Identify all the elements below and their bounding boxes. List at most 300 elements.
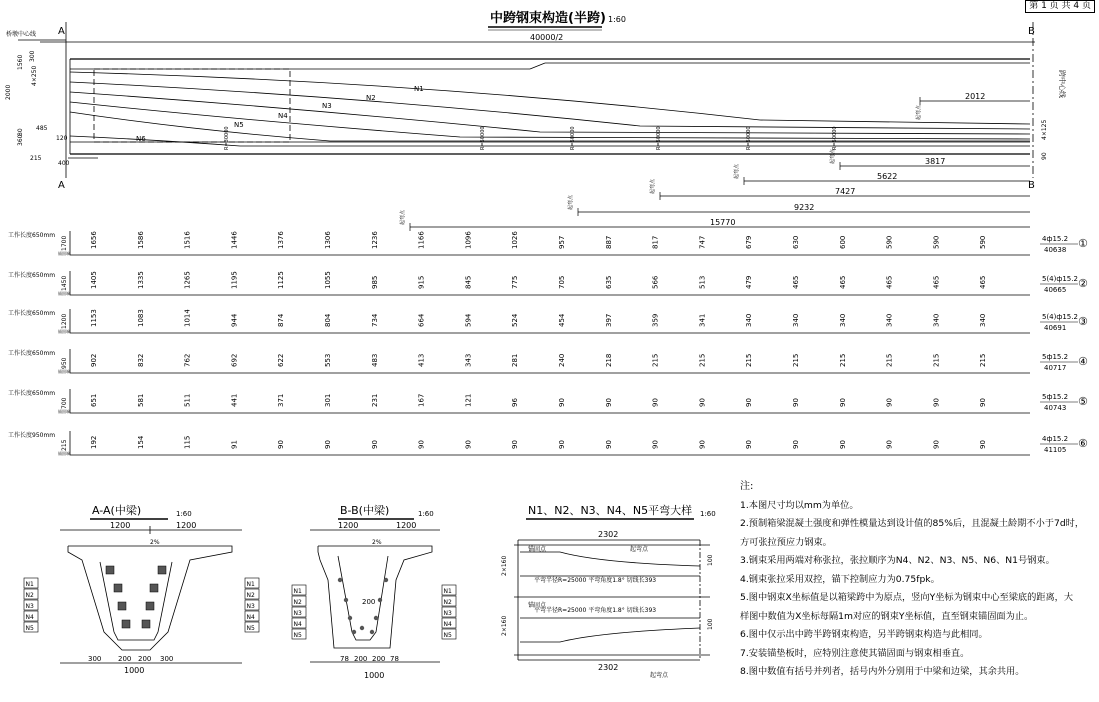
elev-radius-label: R=50000 <box>832 126 838 150</box>
bend-dim-point-label: 起弯点 <box>734 163 740 179</box>
bend-dimension-lines <box>399 92 1030 231</box>
row-length: 40665 <box>1044 286 1067 294</box>
plan-curve-text-2: 平弯半径R=25000 平弯角度1.8° 切线长393 <box>534 607 657 614</box>
row-coordinate-value: 154 <box>136 435 145 449</box>
row-coordinate-value: 1083 <box>136 309 145 327</box>
aa-anchor-marker <box>158 566 166 574</box>
row-coordinate-value: 90 <box>651 398 660 407</box>
row-coordinate-value: 90 <box>698 398 707 407</box>
row-anchor-label: 锚固端 <box>58 329 70 334</box>
aa-dim-bottom-a: 300 <box>88 655 102 663</box>
elev-left-dim: 485 <box>36 125 48 132</box>
row-work-length: 工作长度650mm <box>8 272 56 279</box>
bend-dim-value: 7427 <box>835 187 856 196</box>
row-coordinate-value: 664 <box>417 313 426 327</box>
section-tag-label: N5 <box>25 625 34 632</box>
row-coordinate-value: 1516 <box>183 231 192 249</box>
row-coordinate-value: 96 <box>511 398 520 407</box>
section-tag-label: N1 <box>246 581 255 588</box>
tendon-row-3 <box>8 309 1088 334</box>
plan-side-dim-3: 100 <box>707 554 714 566</box>
bb-dim-bottom-d: 78 <box>390 655 399 663</box>
row-coordinate-value: 90 <box>745 440 754 449</box>
section-tag-label: N1 <box>25 581 34 588</box>
row-length: 40743 <box>1044 404 1067 412</box>
row-coordinate-value: 90 <box>417 440 426 449</box>
bb-dim-bottom-b: 200 <box>354 655 368 663</box>
row-work-length: 工作长度650mm <box>8 310 56 317</box>
row-coordinate-value: 343 <box>464 353 473 367</box>
elev-left-dim: 360 <box>17 134 24 146</box>
row-coordinate-value: 804 <box>324 313 332 327</box>
section-mark-a-top: A <box>58 26 65 37</box>
row-coordinate-value: 218 <box>604 353 613 367</box>
row-coordinate-value: 566 <box>651 275 660 289</box>
row-coordinate-value: 90 <box>979 440 988 449</box>
row-coordinate-value: 215 <box>745 353 754 367</box>
row-work-length: 工作长度950mm <box>8 432 56 439</box>
bend-dim-value: 3817 <box>925 157 946 166</box>
row-coordinate-value: 511 <box>183 393 192 407</box>
row-length: 40638 <box>1044 246 1067 254</box>
note-item: 4.钢束张拉采用双控，锚下控制应力为0.75fpk。 <box>740 573 940 585</box>
tendon-row-5 <box>8 389 1088 414</box>
plan-top-length: 2302 <box>598 530 619 539</box>
section-tag-label: N4 <box>443 621 452 628</box>
row-coordinate-value: 359 <box>651 313 660 327</box>
row-coordinate-value: 915 <box>417 275 426 289</box>
bb-dim-top-right: 1200 <box>396 521 417 530</box>
bb-dim-bottom-total: 1000 <box>364 671 385 680</box>
tendon-row-6 <box>8 431 1088 456</box>
row-coordinate-value: 1096 <box>464 231 473 249</box>
plan-curve-text-1: 平弯半径R=25000 平弯角度1.8° 切线长393 <box>534 577 657 584</box>
row-coordinate-value: 121 <box>464 393 473 407</box>
half-length-dim: 40000/2 <box>530 33 564 42</box>
row-id: ⑥ <box>1078 437 1088 450</box>
bend-dim-point-label: 起弯点 <box>568 194 574 210</box>
section-mark-a-bottom: A <box>58 180 65 191</box>
row-coordinate-value: 413 <box>417 353 426 367</box>
tendon-row-1 <box>8 231 1088 256</box>
row-coordinate-value: 1026 <box>511 231 520 249</box>
aa-anchor-marker <box>150 584 158 592</box>
row-coordinate-value: 775 <box>511 275 520 289</box>
section-tag-label: N3 <box>293 610 302 617</box>
bend-dim-value: 2012 <box>965 92 986 101</box>
row-work-length: 工作长度650mm <box>8 350 56 357</box>
row-coordinate-value: 1195 <box>230 271 239 289</box>
row-id: ④ <box>1078 355 1088 368</box>
bend-dim-value: 15770 <box>710 218 736 227</box>
row-coordinate-value: 371 <box>277 393 286 407</box>
section-tag-label: N2 <box>443 599 452 606</box>
plan-detail-title: N1、N2、N3、N4、N5平弯大样 <box>528 504 693 517</box>
row-coordinate-value: 340 <box>932 313 941 327</box>
row-spec: 5(4)ф15.2 <box>1042 313 1078 321</box>
elev-left-dim: 300 <box>29 50 36 62</box>
row-coordinate-value: 874 <box>277 313 286 327</box>
row-spec: 4ф15.2 <box>1042 235 1069 243</box>
aa-dim-bottom-total: 1000 <box>124 666 145 675</box>
tendon-label-n1: N1 <box>414 85 424 93</box>
section-mark-b-bottom: B <box>1028 180 1035 191</box>
bb-anchor-marker <box>374 616 378 620</box>
row-coordinate-value: 90 <box>277 440 286 449</box>
row-id: ① <box>1078 237 1088 250</box>
plan-side-dim-1: 2×160 <box>501 555 508 576</box>
row-coordinate-value: 397 <box>604 313 613 327</box>
section-mark-b-top: B <box>1028 26 1035 37</box>
note-item: 5.图中钢束X坐标值是以箱梁跨中为原点，竖向Y坐标为钢束中心至梁底的距离，大 <box>740 592 1074 603</box>
aa-dim-bottom-b: 200 <box>118 655 132 663</box>
row-spec: 5ф15.2 <box>1042 393 1069 401</box>
row-anchor-label: 锚固端 <box>58 451 70 456</box>
bb-anchor-marker <box>378 598 382 602</box>
row-coordinate-value: 1166 <box>417 231 426 249</box>
row-coordinate-value: 90 <box>838 398 847 407</box>
drawing-title: 中跨钢束构造(半跨) <box>490 11 606 26</box>
row-length: 40691 <box>1044 324 1067 332</box>
row-end-height: 215 <box>61 439 68 451</box>
tendon-row-4 <box>8 349 1088 374</box>
section-tag-label: N4 <box>246 614 255 621</box>
bb-anchor-marker <box>348 616 352 620</box>
notes-list <box>740 497 1090 682</box>
row-coordinate-value: 341 <box>698 313 707 327</box>
row-coordinate-value: 902 <box>90 353 98 367</box>
section-tag-label: N2 <box>293 599 302 606</box>
row-end-height: 1200 <box>61 313 68 329</box>
section-bb <box>292 503 456 680</box>
row-coordinate-value: 215 <box>932 353 941 367</box>
elev-radius-label: R=50000 <box>480 126 486 150</box>
row-anchor-label: 锚固端 <box>58 369 70 374</box>
elev-radius-label: R=50000 <box>570 126 576 150</box>
plan-anchor-bottom: 锚固点 <box>528 602 547 609</box>
row-coordinate-value: 215 <box>792 353 800 367</box>
elev-left-dim: 2000 <box>5 84 12 100</box>
pier-centerline-label: 桥墩中心线 <box>6 31 37 38</box>
aa-anchor-marker <box>146 602 154 610</box>
row-coordinate-value: 734 <box>370 313 379 327</box>
row-coordinate-value: 90 <box>324 440 332 449</box>
aa-anchor-marker <box>122 620 130 628</box>
row-coordinate-value: 301 <box>324 393 332 407</box>
section-tag-label: N3 <box>25 603 34 610</box>
row-coordinate-value: 90 <box>838 440 847 449</box>
row-coordinate-value: 215 <box>698 353 707 367</box>
row-coordinate-value: 1153 <box>90 309 98 327</box>
row-coordinate-value: 465 <box>979 275 988 289</box>
row-id: ② <box>1078 277 1088 290</box>
section-tag-label: N4 <box>25 614 34 621</box>
aa-anchor-marker <box>114 584 122 592</box>
row-coordinate-value: 635 <box>604 275 613 289</box>
row-end-height: 1700 <box>61 235 68 251</box>
row-coordinate-value: 622 <box>277 353 286 367</box>
row-length: 40717 <box>1044 364 1067 372</box>
bb-dim-bottom-a: 78 <box>340 655 349 663</box>
aa-dim-bottom-c: 200 <box>138 655 152 663</box>
aa-dim-top-right: 1200 <box>176 521 197 530</box>
tendon-row-2 <box>8 271 1088 296</box>
aa-anchor-marker <box>142 620 150 628</box>
row-coordinate-value: 1405 <box>90 271 98 289</box>
row-coordinate-value: 90 <box>558 440 566 449</box>
note-item: 6.图中仅示出中跨半跨钢束构造，另半跨钢束构造与此相同。 <box>740 629 988 640</box>
row-coordinate-value: 340 <box>745 313 754 327</box>
row-coordinate-value: 240 <box>558 353 566 367</box>
row-coordinate-value: 215 <box>979 353 988 367</box>
row-coordinate-value: 524 <box>511 313 520 327</box>
row-coordinate-value: 594 <box>464 313 473 327</box>
note-item: 2.预制箱梁混凝土强度和弹性模量达到设计值的85%后，且混凝土龄期不小于7d时， <box>740 518 1085 529</box>
row-coordinate-value: 90 <box>698 440 707 449</box>
section-tag-label: N5 <box>246 625 255 632</box>
row-coordinate-value: 845 <box>464 275 473 289</box>
row-coordinate-value: 957 <box>558 235 566 249</box>
row-coordinate-value: 651 <box>90 393 98 407</box>
plan-bottom-length: 2302 <box>598 663 619 672</box>
elev-right-dim: 4×125 <box>1041 119 1048 140</box>
row-end-height: 950 <box>61 357 68 369</box>
notes-block <box>740 478 1090 682</box>
row-anchor-label: 锚固端 <box>58 291 70 296</box>
elev-left-dim: 80 <box>17 128 24 136</box>
aa-anchor-marker <box>106 566 114 574</box>
tendon-label-n4: N4 <box>278 112 288 120</box>
row-coordinate-value: 944 <box>230 313 239 327</box>
plan-bend-detail <box>501 503 716 679</box>
row-coordinate-value: 887 <box>604 235 613 249</box>
span-centerline-label: 跨中心线 <box>1058 70 1066 98</box>
row-id: ③ <box>1078 315 1088 328</box>
section-tag-label: N3 <box>246 603 255 610</box>
row-coordinate-value: 115 <box>183 435 192 449</box>
elev-left-dim: 120 <box>56 135 68 142</box>
bb-anchor-marker <box>384 578 388 582</box>
row-coordinate-value: 465 <box>932 275 941 289</box>
bb-anchor-marker <box>370 630 374 634</box>
row-coordinate-value: 465 <box>792 275 800 289</box>
drawing-scale: 1:60 <box>608 15 626 24</box>
row-coordinate-value: 553 <box>324 353 332 367</box>
row-length: 41105 <box>1044 446 1067 454</box>
bb-anchor-marker <box>360 626 364 630</box>
bend-dim-point-label: 起弯点 <box>650 178 656 194</box>
bend-dim-point-label: 起弯点 <box>400 209 406 225</box>
row-coordinate-value: 215 <box>651 353 660 367</box>
row-coordinate-value: 90 <box>464 440 473 449</box>
section-aa <box>24 503 259 675</box>
row-coordinate-value: 231 <box>370 393 379 407</box>
row-coordinate-value: 215 <box>838 353 847 367</box>
row-spec: 5ф15.2 <box>1042 353 1069 361</box>
row-coordinate-value: 90 <box>651 440 660 449</box>
row-coordinate-value: 581 <box>136 393 145 407</box>
row-coordinate-value: 340 <box>792 313 800 327</box>
bb-dim-mid: 200 <box>362 598 376 606</box>
bend-dim-point-label: 起弯点 <box>830 148 836 164</box>
row-work-length: 工作长度650mm <box>8 232 56 239</box>
row-coordinate-value: 1055 <box>324 271 332 289</box>
row-coordinate-value: 465 <box>885 275 894 289</box>
bb-dim-top-left: 1200 <box>338 521 359 530</box>
row-coordinate-value: 340 <box>979 313 988 327</box>
plan-bend-bottom: 起弯点 <box>650 672 669 679</box>
section-tag-label: N5 <box>293 632 302 639</box>
row-coordinate-value: 90 <box>370 440 379 449</box>
row-coordinate-value: 90 <box>932 398 941 407</box>
row-coordinate-value: 762 <box>183 353 192 367</box>
row-coordinate-value: 630 <box>792 235 800 249</box>
note-item: 7.安装锚垫板时，应特别注意使其锚固面与钢束相垂直。 <box>740 647 970 659</box>
section-tag-label: N5 <box>443 632 452 639</box>
row-spec: 5(4)ф15.2 <box>1042 275 1078 283</box>
tendon-label-n2: N2 <box>366 94 376 102</box>
row-end-height: 1450 <box>61 275 68 291</box>
bb-anchor-marker <box>344 598 348 602</box>
row-coordinate-value: 90 <box>745 398 754 407</box>
bb-dim-bottom-c: 200 <box>372 655 386 663</box>
row-work-length: 工作长度650mm <box>8 390 56 397</box>
row-coordinate-value: 590 <box>979 235 988 249</box>
section-tag-label: N1 <box>443 588 452 595</box>
row-coordinate-value: 817 <box>651 235 660 249</box>
row-coordinate-value: 1335 <box>136 271 145 289</box>
row-coordinate-value: 167 <box>417 393 426 407</box>
bb-anchor-marker <box>352 630 356 634</box>
plan-detail-scale: 1:60 <box>700 510 716 518</box>
row-id: ⑤ <box>1078 395 1088 408</box>
row-coordinate-value: 600 <box>838 235 847 249</box>
row-coordinate-value: 679 <box>745 235 754 249</box>
row-coordinate-value: 90 <box>932 440 941 449</box>
row-coordinate-value: 747 <box>698 235 707 249</box>
elev-left-dim: 1560 <box>17 54 24 70</box>
row-coordinate-value: 90 <box>979 398 988 407</box>
row-coordinate-value: 1656 <box>90 231 98 249</box>
row-coordinate-value: 1265 <box>183 271 192 289</box>
plan-bend-top: 起弯点 <box>630 546 649 553</box>
aa-dim-top-left: 1200 <box>110 521 131 530</box>
row-coordinate-value: 1586 <box>136 231 145 249</box>
notes-heading: 注: <box>740 481 754 492</box>
row-coordinate-value: 705 <box>558 275 566 289</box>
aa-slope: 2% <box>150 539 160 546</box>
row-coordinate-value: 1125 <box>277 271 286 289</box>
tendon-labels <box>136 85 424 143</box>
row-coordinate-value: 1014 <box>183 309 192 327</box>
row-anchor-label: 锚固端 <box>58 251 70 256</box>
elev-left-dim: 400 <box>58 160 70 167</box>
plan-side-dim-4: 100 <box>707 618 714 630</box>
row-coordinate-value: 90 <box>511 440 520 449</box>
row-coordinate-value: 441 <box>230 393 239 407</box>
row-coordinate-value: 90 <box>558 398 566 407</box>
note-item: 8.图中数值有括号并列者，括号内外分别用于中梁和边梁，其余共用。 <box>740 666 1025 677</box>
row-coordinate-value: 692 <box>230 353 239 367</box>
elev-radius-label: R=50000 <box>746 126 752 150</box>
section-tag-label: N1 <box>293 588 302 595</box>
note-item: 3.钢束采用两端对称张拉，张拉顺序为N4、N2、N3、N5、N6、N1号钢束。 <box>740 555 1055 566</box>
aa-dim-bottom-d: 300 <box>160 655 174 663</box>
row-coordinate-value: 91 <box>230 440 239 449</box>
note-item: 样图中数值为X坐标每隔1m对应的钢束Y坐标值，直至钢束锚固面为止。 <box>740 610 1034 622</box>
plan-side-dim-2: 2×160 <box>501 615 508 636</box>
section-bb-scale: 1:60 <box>418 510 434 518</box>
plan-anchor-top: 锚固点 <box>528 546 547 553</box>
row-anchor-label: 锚固端 <box>58 409 70 414</box>
elev-left-dim: 4×250 <box>31 65 38 86</box>
row-coordinate-value: 90 <box>604 440 613 449</box>
section-tag-label: N2 <box>25 592 34 599</box>
bend-dim-value: 5622 <box>877 172 898 181</box>
tendon-label-n6: N6 <box>136 135 146 143</box>
tendon-curves <box>70 72 1030 146</box>
bend-dim-value: 9232 <box>794 203 815 212</box>
page-badge: 第 1 页 共 4 页 <box>1025 0 1095 13</box>
row-end-height: 700 <box>61 397 68 409</box>
row-coordinate-value: 90 <box>604 398 613 407</box>
row-coordinate-value: 1306 <box>324 231 332 249</box>
elev-right-dim: 90 <box>1041 152 1048 160</box>
row-coordinate-value: 192 <box>90 435 98 449</box>
tendon-label-n5: N5 <box>234 121 244 129</box>
row-coordinate-value: 340 <box>838 313 847 327</box>
row-coordinate-value: 832 <box>136 353 145 367</box>
row-spec: 4ф15.2 <box>1042 435 1069 443</box>
bb-anchor-marker <box>338 578 342 582</box>
section-tag-label: N3 <box>443 610 452 617</box>
row-coordinate-value: 479 <box>745 275 754 289</box>
note-item: 1.本图尺寸均以mm为单位。 <box>740 499 859 511</box>
row-coordinate-value: 454 <box>558 313 566 327</box>
row-coordinate-value: 985 <box>370 275 379 289</box>
row-coordinate-value: 1376 <box>277 231 286 249</box>
row-coordinate-value: 465 <box>838 275 847 289</box>
note-item: 方可张拉预应力钢束。 <box>740 536 832 548</box>
elevation-view <box>18 22 1035 178</box>
aa-anchor-marker <box>118 602 126 610</box>
row-coordinate-value: 590 <box>932 235 941 249</box>
bb-slope: 2% <box>372 539 382 546</box>
section-tag-label: N4 <box>293 621 302 628</box>
section-bb-title: B-B(中梁) <box>340 504 390 517</box>
elevation-dims <box>5 50 1048 167</box>
row-coordinate-value: 483 <box>370 353 379 367</box>
row-coordinate-value: 215 <box>885 353 894 367</box>
elev-left-dim: 215 <box>30 155 42 162</box>
row-coordinate-value: 90 <box>885 440 894 449</box>
section-tag-label: N2 <box>246 592 255 599</box>
row-coordinate-value: 1236 <box>370 231 379 249</box>
section-aa-scale: 1:60 <box>176 510 192 518</box>
row-coordinate-value: 1446 <box>230 231 239 249</box>
row-coordinate-value: 513 <box>698 275 707 289</box>
row-coordinate-value: 90 <box>792 440 800 449</box>
row-coordinate-value: 90 <box>792 398 800 407</box>
section-aa-title: A-A(中梁) <box>92 504 142 517</box>
elev-radius-label: R=50000 <box>656 126 662 150</box>
row-coordinate-value: 90 <box>885 398 894 407</box>
row-coordinate-value: 590 <box>885 235 894 249</box>
tendon-coordinate-rows <box>8 231 1088 456</box>
elev-bend-point: 起弯点 <box>916 104 922 120</box>
row-coordinate-value: 340 <box>885 313 894 327</box>
row-coordinate-value: 281 <box>511 353 520 367</box>
